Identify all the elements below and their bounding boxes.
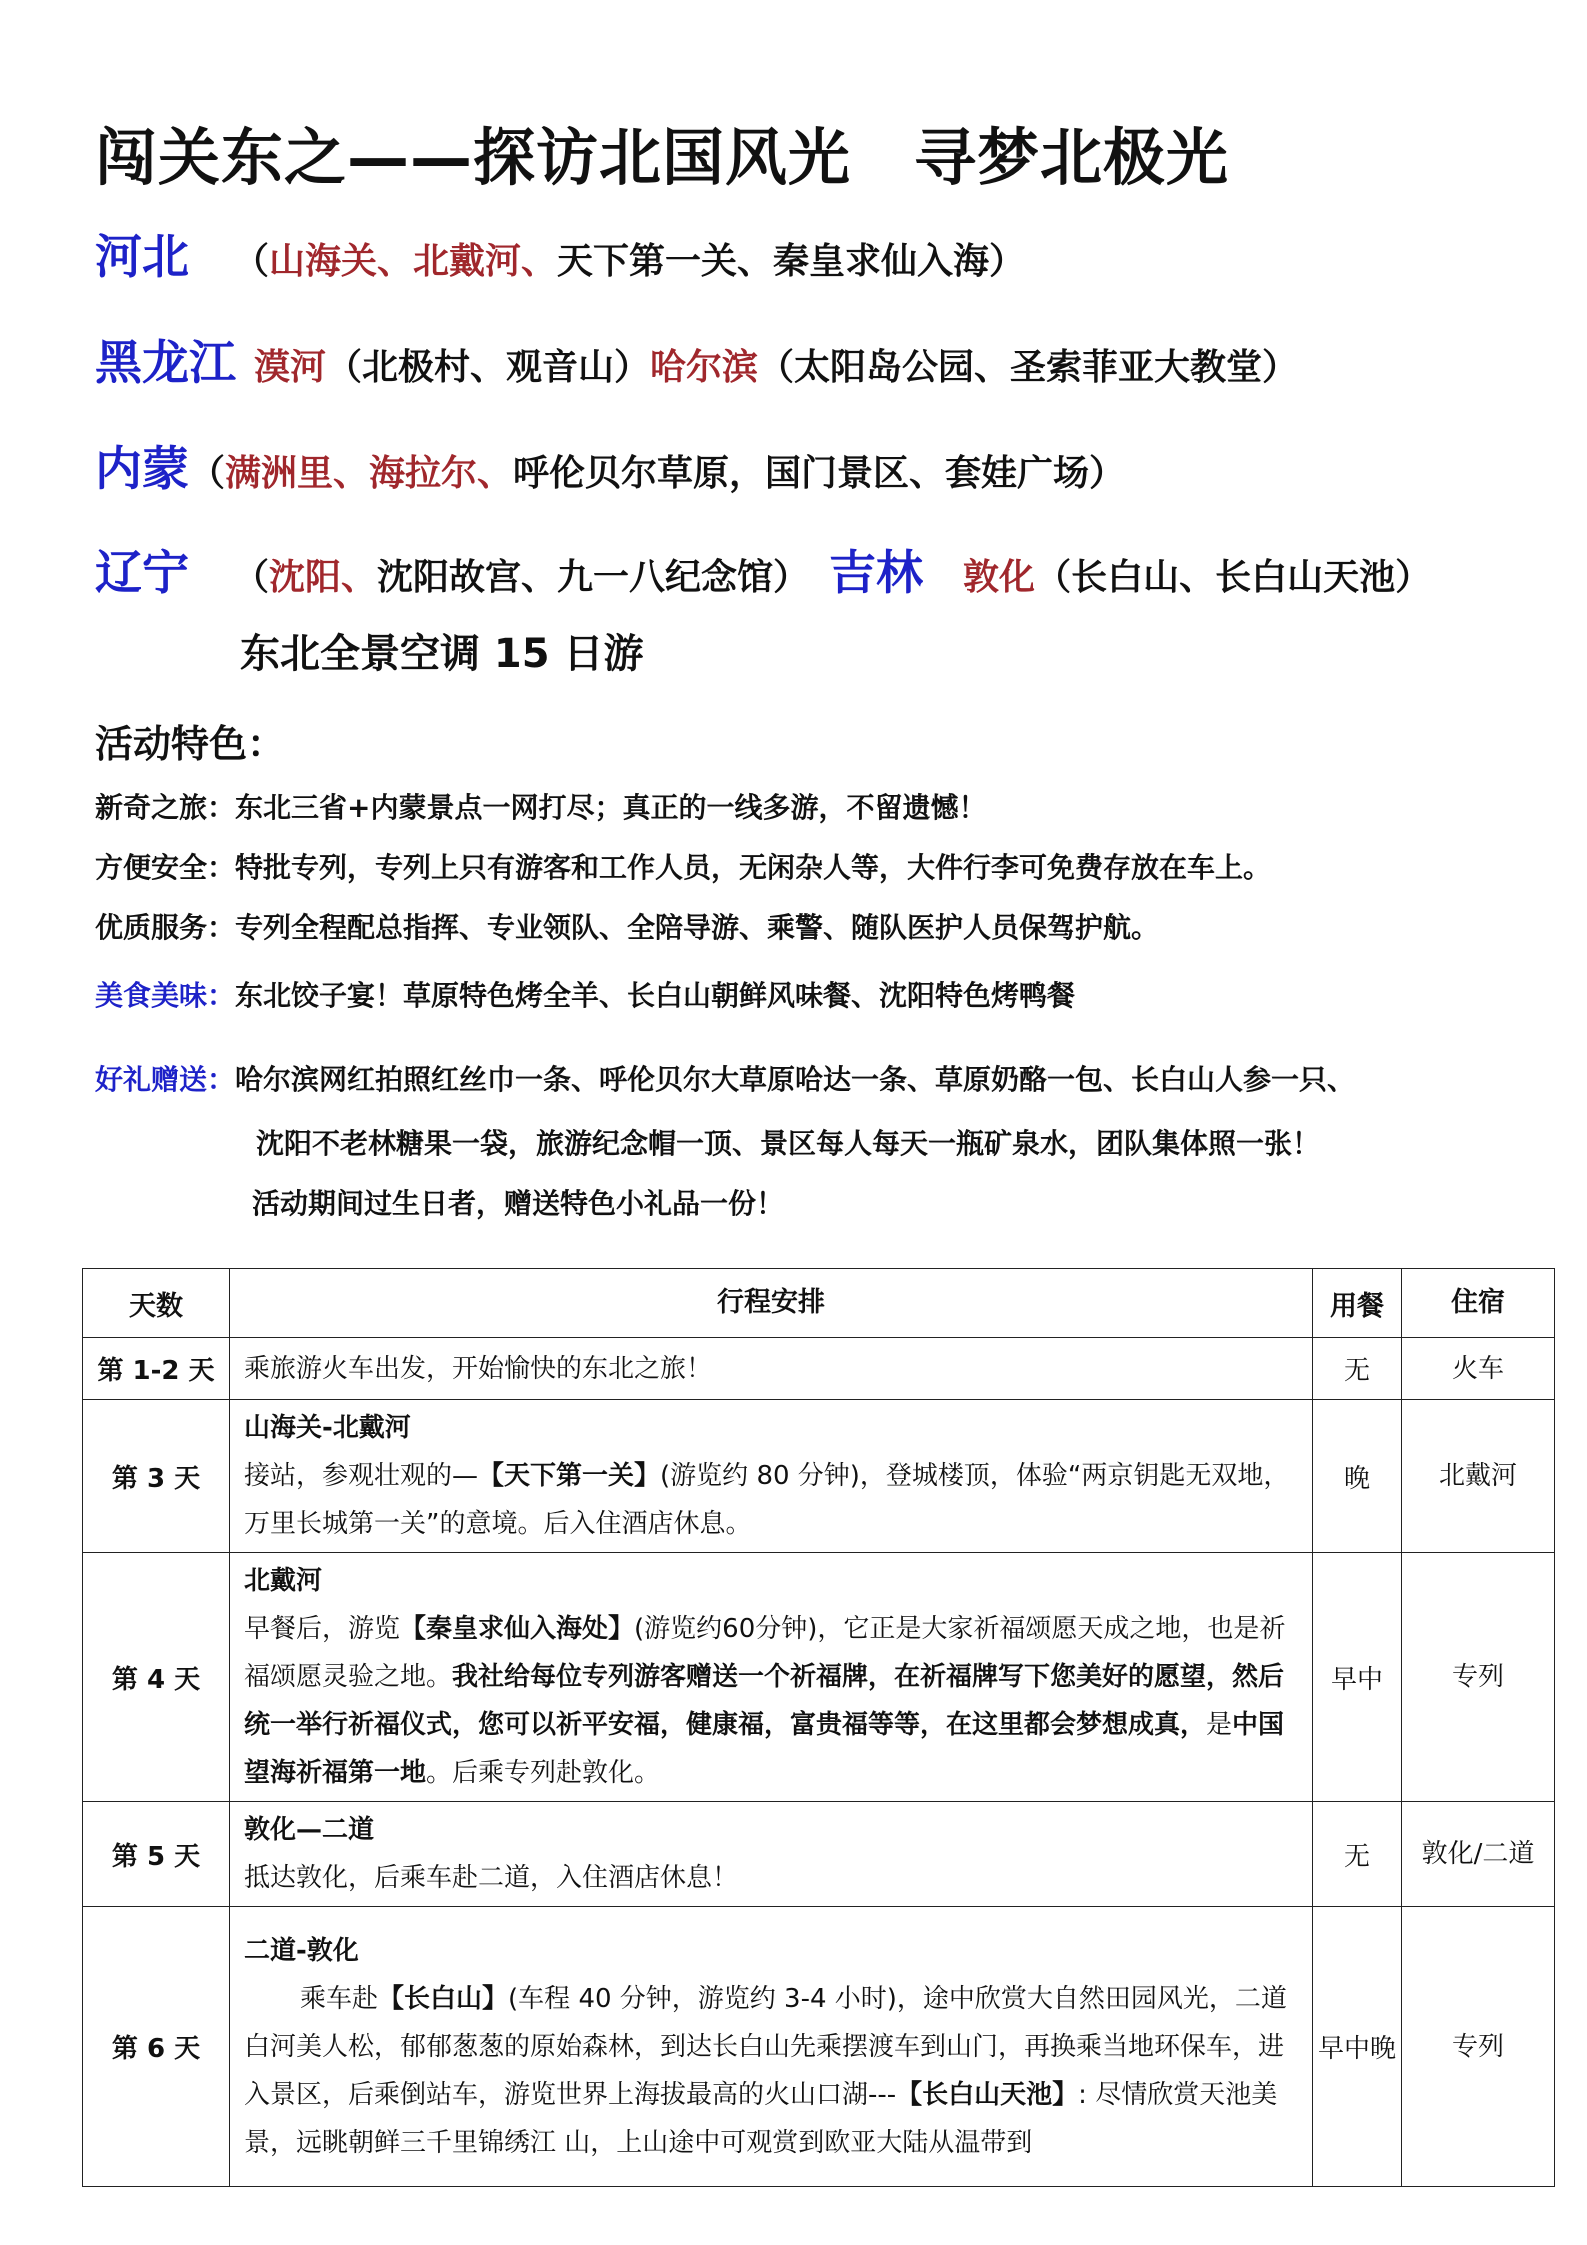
table-header-row	[83, 1269, 1555, 1338]
meal-cell: 无	[1313, 1338, 1402, 1400]
liaoning-sights: 沈阳故宫、九一八纪念馆）	[377, 557, 810, 598]
feature-text: 特批专列，专列上只有游客和工作人员，无闲杂人等，大件行李可免费存放在车上。	[235, 851, 1272, 884]
meal-cell: 早中	[1313, 1553, 1402, 1802]
region-neimeng	[95, 432, 1125, 499]
plan-text: 早餐后，游览	[244, 1614, 401, 1644]
liaoning-city-shenyang: 沈阳、	[269, 557, 378, 598]
day-cell: 第 3 天	[83, 1400, 230, 1553]
header-meal: 用餐	[1313, 1269, 1402, 1338]
table-row	[83, 1338, 1555, 1400]
feature-label: 新奇之旅：	[95, 791, 236, 824]
plan-cell	[230, 1802, 1313, 1907]
feature-item	[95, 1058, 1355, 1098]
feature-item	[95, 786, 986, 826]
table-row	[83, 1802, 1555, 1907]
hotel-cell: 北戴河	[1402, 1400, 1555, 1553]
itinerary-table	[82, 1268, 1555, 2187]
plan-attraction: 【长白山】	[378, 1983, 509, 2014]
plan-title: 敦化—二道	[244, 1815, 375, 1845]
plan-text: (车程 40 分钟，游览约 3-4 小时)，途中欣赏大自然田园风光，二道白河美人松，郁郁葱葱的原始森林，到达长白山先乘摆渡车到山门，再换乘当地环保车，进入景区，后乘倒站车，游览世界上海拔最高的火山口湖---	[244, 1983, 1287, 2110]
hotel-cell: 专列	[1402, 1553, 1555, 1802]
plan-attraction: 【秦皇求仙入海处】	[400, 1614, 635, 1644]
plan-cell	[230, 1907, 1313, 2187]
plan-body	[244, 1605, 1298, 1797]
feature-item	[95, 974, 1075, 1014]
plan-text: 。后乘专列赴敦化。	[426, 1758, 661, 1788]
region-liaoning-jilin	[95, 536, 1431, 603]
feature-item	[95, 846, 1271, 886]
plan-attraction: 【长白山天池】	[896, 2079, 1079, 2110]
heilongjiang-mohe-sights: （北极村、观音山）	[326, 347, 651, 388]
plan-body	[244, 1452, 1298, 1548]
neimeng-close-paren: ）	[1089, 453, 1126, 494]
feature-text: 东北三省+内蒙景点一网打尽；真正的一线多游，不留遗憾！	[235, 791, 987, 824]
feature-text: 哈尔滨网红拍照红丝巾一条、呼伦贝尔大草原哈达一条、草原奶酪一包、长白山人参一只、	[235, 1063, 1356, 1096]
neimeng-open-paren: （	[189, 453, 226, 494]
neimeng-cities: 满洲里、海拉尔、	[225, 453, 514, 494]
table-row	[83, 1907, 1555, 2187]
plan-cell	[230, 1553, 1313, 1802]
jilin-sights: （长白山、长白山天池）	[1035, 557, 1432, 598]
plan-highlight: 中国望海祈福第一地	[244, 1710, 1285, 1788]
header-hotel: 住宿	[1402, 1269, 1555, 1338]
plan-highlight: 我社给每位专列游客赠送一个祈福牌，在祈福牌写下您美好的愿望，然后统一举行祈福仪式，您可以祈平安福，健康福，富贵福等等，在这里都会梦想成真，	[244, 1662, 1285, 1740]
header-day: 天数	[83, 1269, 230, 1338]
day-cell: 第 1-2 天	[83, 1338, 230, 1400]
plan-text: 是	[1206, 1710, 1233, 1740]
neimeng-sights: 呼伦贝尔草原，国门景区、套娃广场	[513, 453, 1090, 494]
gift-line-2: 沈阳不老林糖果一袋，旅游纪念帽一顶、景区每人每天一瓶矿泉水，团队集体照一张！	[256, 1127, 1321, 1160]
feature-label: 美食美味：	[95, 979, 236, 1012]
province-hebei: 河北	[95, 230, 189, 285]
plan-title: 山海关-北戴河	[244, 1413, 411, 1443]
hebei-close-paren: ）	[989, 241, 1026, 282]
feature-text: 东北饺子宴！草原特色烤全羊、长白山朝鲜风味餐、沈阳特色烤鸭餐	[235, 979, 1076, 1012]
tour-subtitle: 东北全景空调 15 日游	[240, 631, 644, 677]
hotel-cell: 敦化/二道	[1402, 1802, 1555, 1907]
region-heilongjiang	[95, 326, 1298, 393]
hebei-cities: 山海关、北戴河、	[269, 241, 558, 282]
hebei-open-paren: （	[233, 241, 270, 282]
plan-text: (游览约60分钟)，它正是大家祈福颂愿天成之地，也是祈福颂愿灵验之地。	[244, 1614, 1286, 1692]
heilongjiang-harbin-sights: （太阳岛公园、圣索菲亚大教堂）	[758, 347, 1299, 388]
province-liaoning: 辽宁	[95, 546, 189, 601]
hotel-cell: 专列	[1402, 1907, 1555, 2187]
meal-cell: 无	[1313, 1802, 1402, 1907]
heilongjiang-city-mohe: 漠河	[254, 347, 327, 388]
plan-cell: 乘旅游火车出发，开始愉快的东北之旅！	[230, 1338, 1313, 1400]
plan-text: 接站，参观壮观的—	[244, 1461, 479, 1491]
heilongjiang-city-harbin: 哈尔滨	[650, 347, 759, 388]
plan-text: : 尽情欣赏天池美景，远眺朝鲜三千里锦绣江 山，上山途中可观赏到欧亚大陆从温带到	[244, 2079, 1278, 2158]
day-cell: 第 6 天	[83, 1907, 230, 2187]
page-title: 闯关东之——探访北国风光 寻梦北极光	[95, 121, 1230, 194]
plan-title: 北戴河	[244, 1566, 323, 1596]
feature-text: 专列全程配总指挥、专业领队、全陪导游、乘警、随队医护人员保驾护航。	[235, 911, 1160, 944]
feature-label: 好礼赠送：	[95, 1063, 236, 1096]
features-heading: 活动特色：	[95, 722, 286, 766]
meal-cell: 晚	[1313, 1400, 1402, 1553]
plan-cell	[230, 1400, 1313, 1553]
table-row	[83, 1400, 1555, 1553]
day-cell: 第 4 天	[83, 1553, 230, 1802]
day-cell: 第 5 天	[83, 1802, 230, 1907]
feature-label: 方便安全：	[95, 851, 236, 884]
plan-text: (游览约 80 分钟)，登城楼顶，体验“两京钥匙无双地，万里长城第一关”的意境。后入住酒店休息。	[244, 1461, 1290, 1539]
province-neimeng: 内蒙	[95, 442, 189, 497]
plan-text: 乘车赴	[300, 1983, 379, 2014]
header-plan: 行程安排	[230, 1269, 1313, 1338]
plan-title: 二道-敦化	[244, 1935, 359, 1966]
plan-body	[244, 1975, 1298, 2167]
table-row	[83, 1553, 1555, 1802]
hebei-sights: 天下第一关、秦皇求仙入海	[557, 241, 990, 282]
feature-label: 优质服务：	[95, 911, 236, 944]
plan-attraction: 【天下第一关】	[478, 1461, 661, 1491]
hotel-cell: 火车	[1402, 1338, 1555, 1400]
province-jilin: 吉林	[829, 546, 924, 601]
plan-body: 抵达敦化，后乘车赴二道，入住酒店休息！	[244, 1863, 739, 1893]
province-heilongjiang: 黑龙江	[95, 336, 236, 391]
feature-item	[95, 906, 1159, 946]
meal-cell: 早中晚	[1313, 1907, 1402, 2187]
liaoning-open-paren: （	[233, 557, 270, 598]
region-hebei	[95, 220, 1025, 287]
gift-line-3: 活动期间过生日者，赠送特色小礼品一份！	[252, 1187, 785, 1220]
jilin-city-dunhua: 敦化	[963, 557, 1036, 598]
